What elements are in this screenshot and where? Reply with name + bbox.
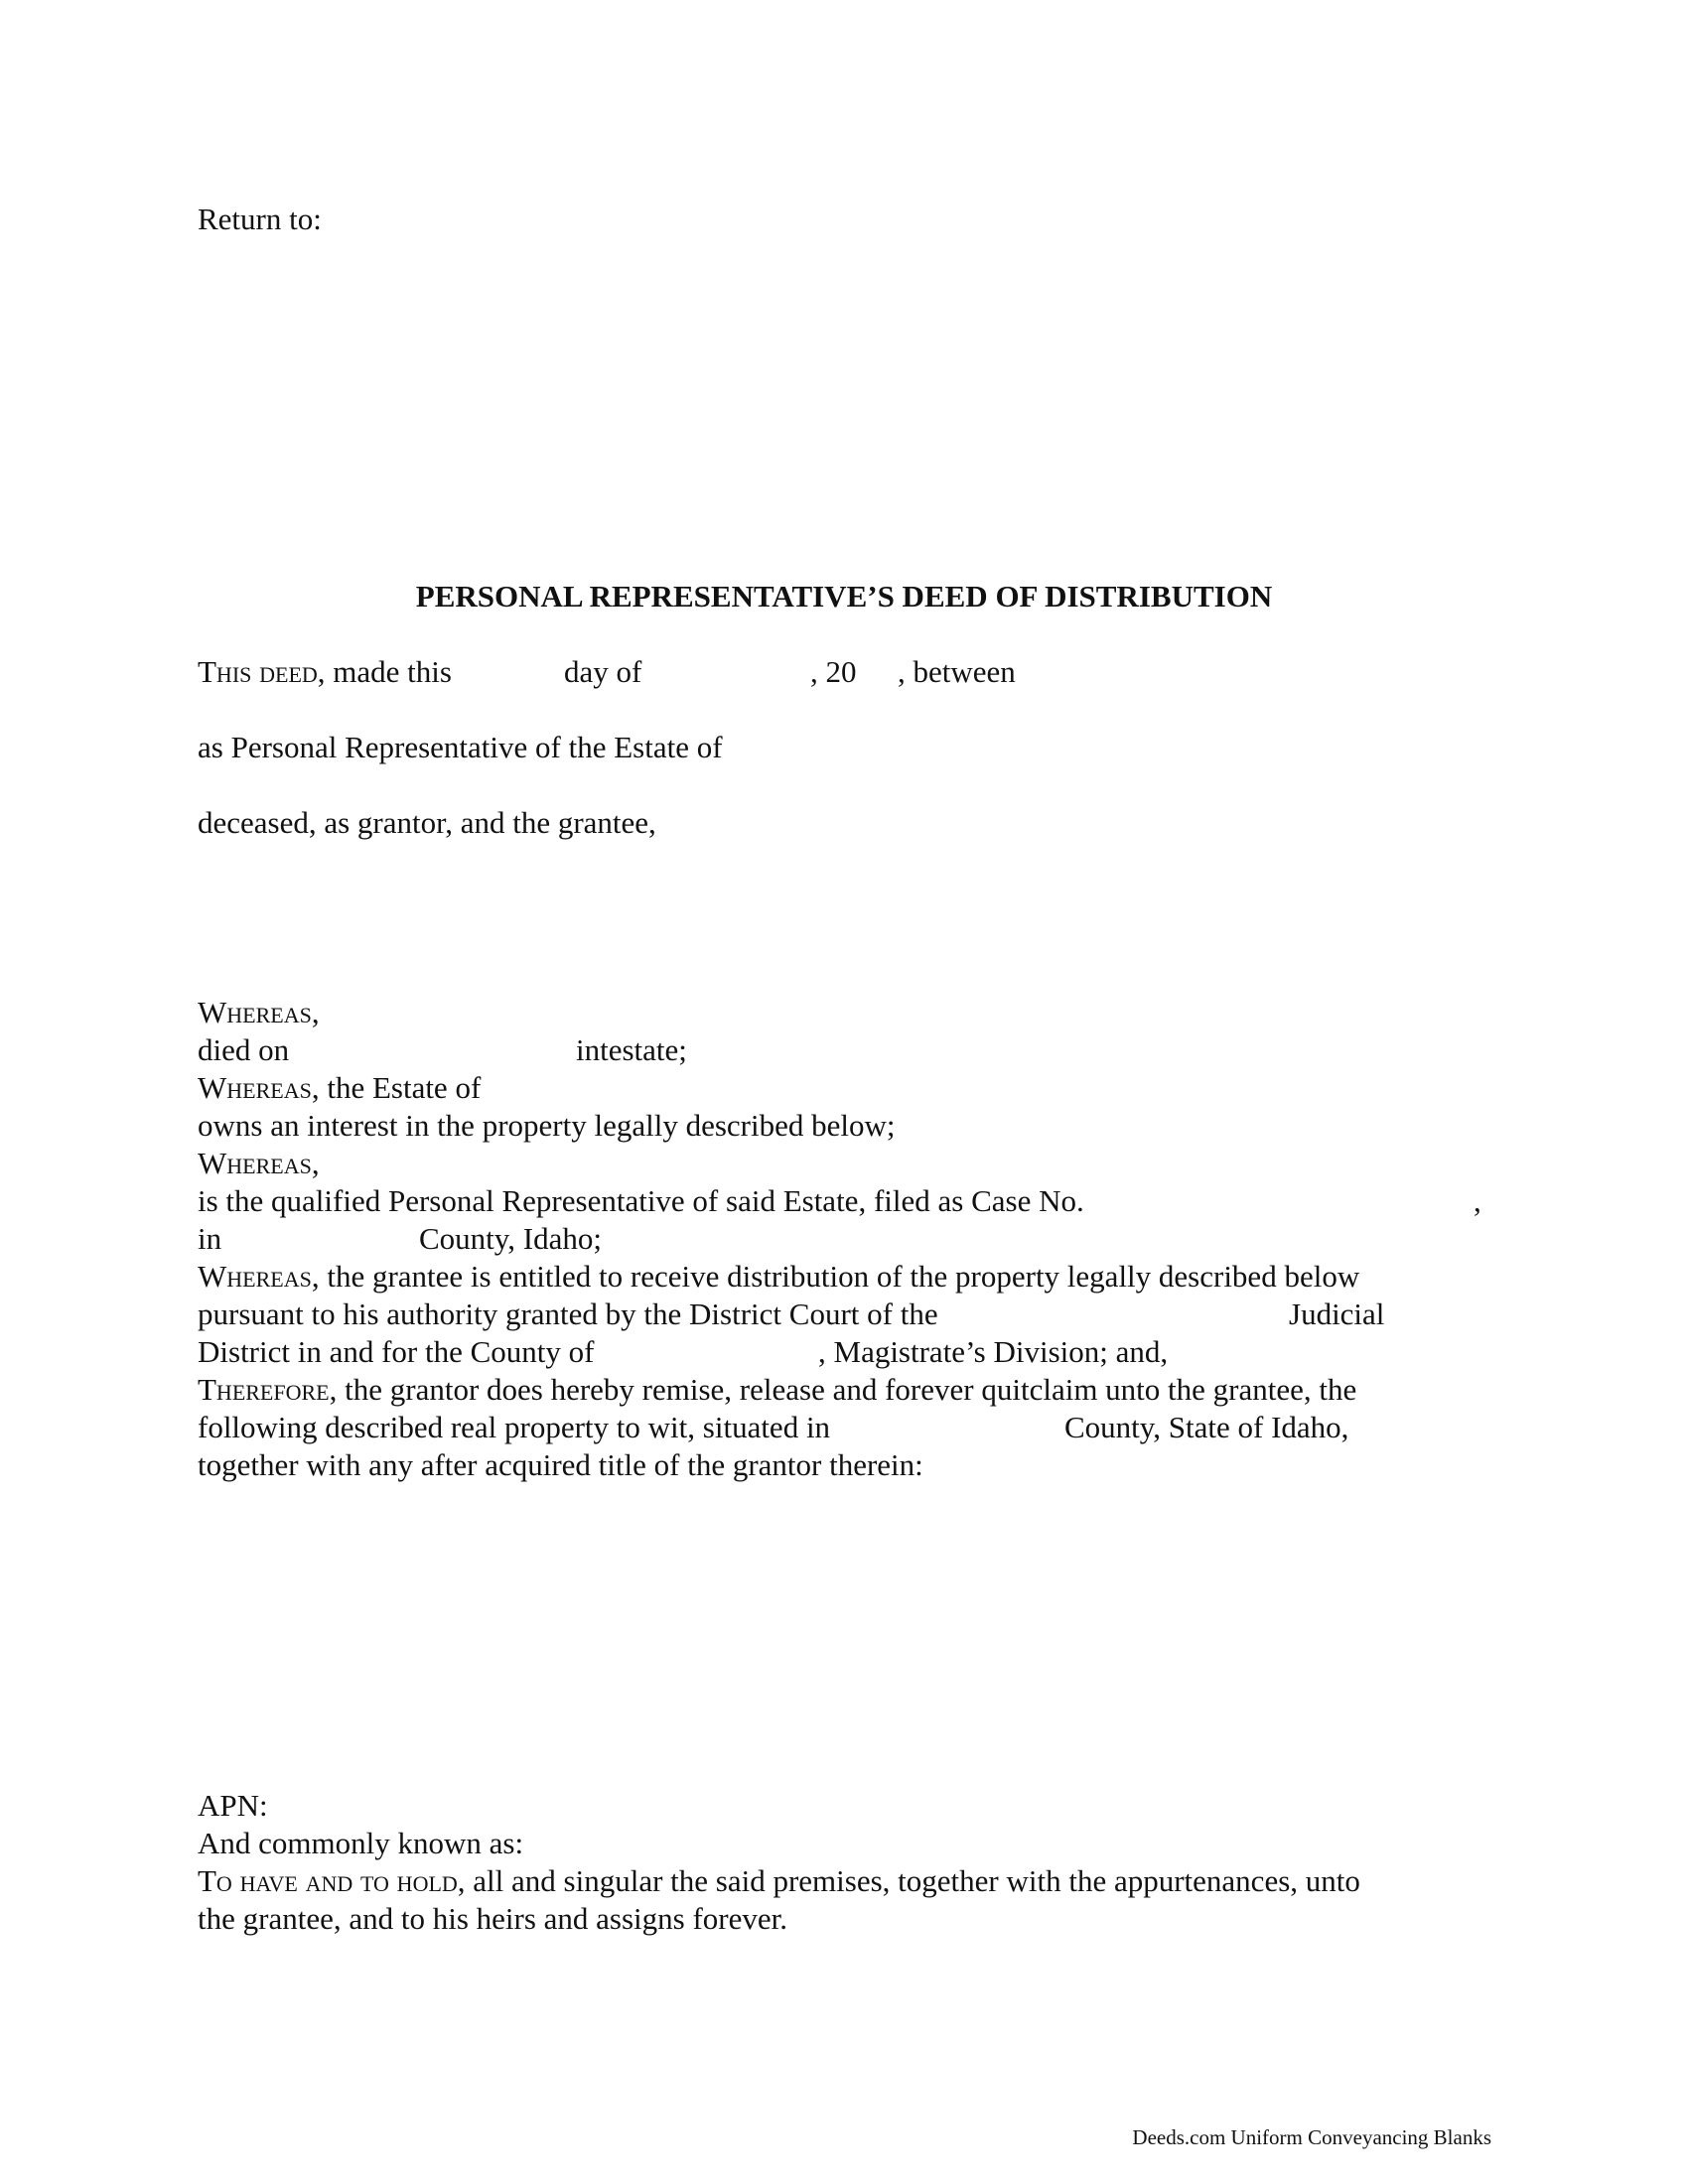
- in-text: in: [198, 1221, 222, 1256]
- magistrate-division-text: , Magistrate’s Division; and,: [818, 1334, 1169, 1369]
- whereas-label: Whereas: [198, 1259, 312, 1294]
- apn-label: APN:: [198, 1788, 268, 1823]
- commonly-known-label: And commonly known as:: [198, 1826, 524, 1860]
- county-idaho-text: County, Idaho;: [419, 1221, 602, 1256]
- qualified-pr-text: is the qualified Personal Representative of said Estate, filed as Case No.: [198, 1183, 1084, 1218]
- together-text: together with any after acquired title of the grantor therein:: [198, 1447, 923, 1482]
- district-county-text: District in and for the County of: [198, 1334, 595, 1369]
- intestate-text: intestate;: [576, 1032, 687, 1067]
- judicial-text: Judicial: [1289, 1297, 1385, 1331]
- remise-text: , the grantor does hereby remise, release and forever quitclaim unto the grantee, the: [329, 1372, 1357, 1407]
- whereas-label: Whereas: [198, 1070, 312, 1105]
- case-number-comma: ,: [1474, 1183, 1481, 1218]
- grantee-entitled-text: , the grantee is entitled to receive distribution of the property legally described below: [311, 1259, 1360, 1294]
- year-prefix-text: , 20: [810, 654, 857, 689]
- this-deed-label: This deed: [198, 654, 318, 689]
- made-this-text: , made this: [317, 654, 452, 689]
- whereas-label: Whereas: [198, 995, 312, 1029]
- deed-page: Return to: PERSONAL REPRESENTATIVE’S DEED OF DISTRIBUTION This deed, made this day of , 20 , between as Personal Representative of the Estate of deceased, as grantor, and the grantee, Whereas, died on intestate; Whereas, the Estate of owns an interest in the property legally described below; Whereas, is the qualified Personal Representative of said Estate, filed as Case No. , in County, Idaho; Whereas, the grantee is entitled to receive distribution of the property legally described below pursuant to his authority granted by the District Court of the Judicial District in and for the County of , Magistrate’s Division; and, Therefore, the grantor does hereby remise, release and forever quitclaim unto the grantee, the following described real property to wit, situated in County, State of Idaho, together with any after acquired title of the grantor therein: APN: And commonly known as: To have and to hold, all and singular the said premises, together with the appurtenances, unto the grantee, and to his heirs and assigns forever. Deeds.com Uniform Conveyancing Blanks: [0, 0, 1688, 2184]
- pursuant-text: pursuant to his authority granted by the District Court of the: [198, 1297, 938, 1331]
- document-title: PERSONAL REPRESENTATIVE’S DEED OF DISTRIBUTION: [415, 579, 1273, 614]
- to-have-label: To have and to hold: [198, 1863, 458, 1898]
- died-on-text: died on: [198, 1032, 290, 1067]
- estate-of-text: , the Estate of: [311, 1070, 482, 1105]
- county-state-text: County, State of Idaho,: [1064, 1410, 1349, 1444]
- personal-representative-line: as Personal Representative of the Estate of: [198, 730, 723, 764]
- between-text: , between: [898, 654, 1016, 689]
- habendum-line-1: , all and singular the said premises, together with the appurtenances, unto: [457, 1863, 1360, 1898]
- habendum-line-2: the grantee, and to his heirs and assigns forever.: [198, 1901, 787, 1936]
- return-to-label: Return to:: [198, 202, 322, 236]
- following-text: following described real property to wit, situated in: [198, 1410, 831, 1444]
- footer-text: Deeds.com Uniform Conveyancing Blanks: [1132, 2125, 1491, 2149]
- day-of-text: day of: [564, 654, 642, 689]
- owns-interest-text: owns an interest in the property legally described below;: [198, 1108, 896, 1143]
- deceased-line: deceased, as grantor, and the grantee,: [198, 805, 656, 840]
- therefore-label: Therefore: [198, 1372, 330, 1407]
- whereas-label: Whereas: [198, 1146, 312, 1180]
